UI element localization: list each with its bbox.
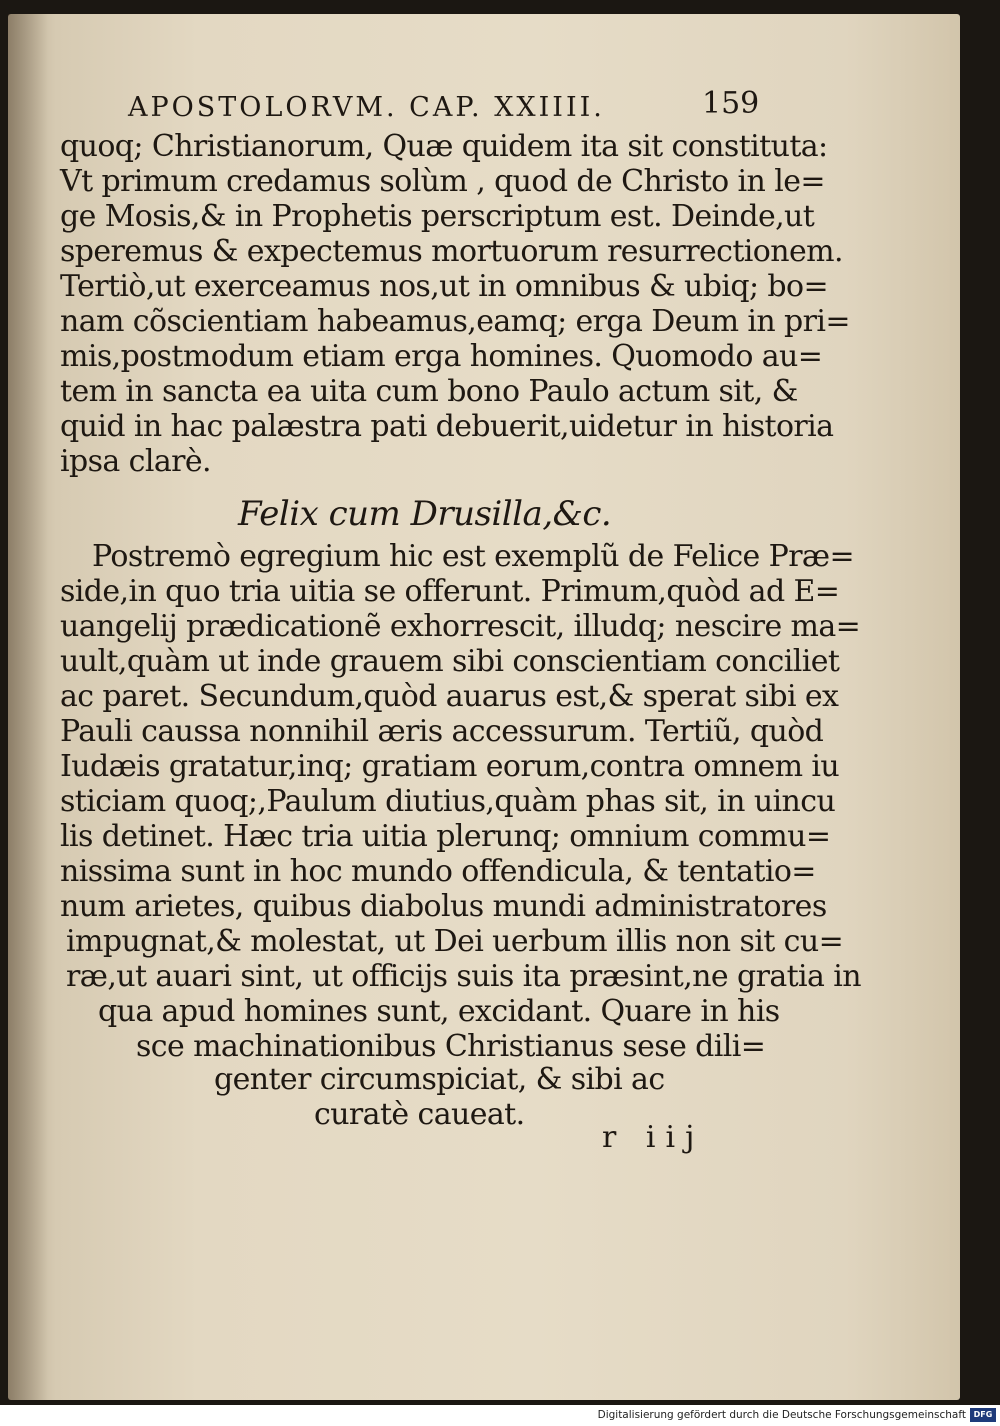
page-gutter-shadow — [8, 14, 48, 1400]
text-line: sticiam quoq;,Paulum diutius,quàm phas sit, in uincu — [60, 784, 836, 819]
text-line: nissima sunt in hoc mundo offendicula, & tentatio= — [60, 854, 816, 889]
text-line: genter circumspiciat, & sibi ac — [214, 1062, 665, 1097]
text-line: sce machinationibus Christianus sese dili= — [136, 1029, 766, 1064]
text-line: quoq; Christianorum, Quæ quidem ita sit constituta: — [60, 129, 828, 164]
text-line: ac paret. Secundum,quòd auarus est,& sperat sibi ex — [60, 679, 839, 714]
text-line: qua apud homines sunt, excidant. Quare in his — [98, 994, 780, 1029]
text-line: tem in sancta ea uita cum bono Paulo actum sit, & — [60, 374, 798, 409]
text-line: Pauli caussa nonnihil æris accessurum. Tertiũ, quòd — [60, 714, 824, 749]
text-line: side,in quo tria uitia se offerunt. Primum,quòd ad E= — [60, 574, 840, 609]
section-heading: Felix cum Drusilla,&c. — [238, 494, 612, 534]
text-line: Tertiò,ut exerceamus nos,ut in omnibus & ubiq; bo= — [60, 269, 829, 304]
text-line: speremus & expectemus mortuorum resurrectionem. — [60, 234, 843, 269]
text-line: uult,quàm ut inde grauem sibi conscientiam conciliet — [60, 644, 840, 679]
text-line: ge Mosis,& in Prophetis perscriptum est. Deinde,ut — [60, 199, 815, 234]
text-line: Postremò egregium hic est exemplũ de Felice Præ= — [92, 539, 855, 574]
footer-credit: Digitalisierung gefördert durch die Deutsche Forschungsgemeinschaft — [597, 1409, 966, 1421]
page-number: 159 — [702, 86, 760, 121]
dfg-logo: DFG — [970, 1408, 996, 1422]
running-title: APOSTOLORVM. CAP. XXIIII. — [128, 92, 605, 123]
text-line: quid in hac palæstra pati debuerit,uidetur in historia — [60, 409, 834, 444]
text-line: Vt primum credamus solùm , quod de Christo in le= — [60, 164, 825, 199]
text-line: impugnat,& molestat, ut Dei uerbum illis non sit cu= — [66, 924, 844, 959]
text-line: ipsa clarè. — [60, 444, 211, 479]
text-line: nam cõscientiam habeamus,eamq; erga Deum in pri= — [60, 304, 850, 339]
page-header — [128, 86, 768, 126]
text-line: mis,postmodum etiam erga homines. Quomodo au= — [60, 339, 823, 374]
text-line: uangelij prædicationẽ exhorrescit, illudq; nescire ma= — [60, 609, 861, 644]
text-line: num arietes, quibus diabolus mundi administratores — [60, 889, 827, 924]
text-line: Iudæis gratatur,inq; gratiam eorum,contra omnem iu — [60, 749, 840, 784]
text-line: ræ,ut auari sint, ut officijs suis ita præsint,ne gratia in — [66, 959, 861, 994]
text-line: lis detinet. Hæc tria uitia plerunq; omnium commu= — [60, 819, 831, 854]
signature-mark: r iij — [602, 1120, 705, 1155]
text-line: curatè caueat. — [314, 1097, 525, 1132]
digitization-footer — [0, 1405, 1000, 1426]
